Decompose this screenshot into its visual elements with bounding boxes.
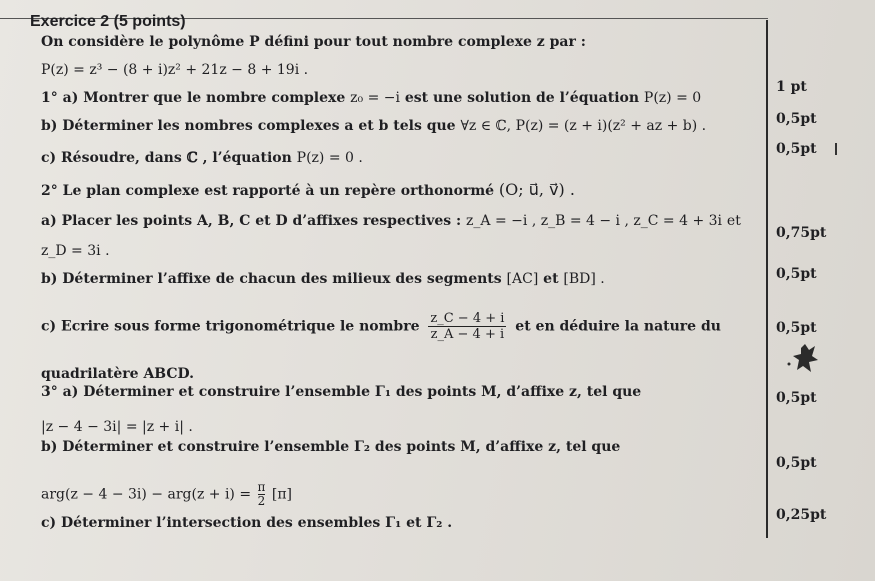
q2c-denominator: z_A − 4 + i xyxy=(430,327,505,342)
q2b-text: b) Déterminer l’affixe de chacun des milieux des segments xyxy=(41,271,502,287)
score-q2a: 0,75pt xyxy=(776,225,827,241)
question-2a xyxy=(41,212,741,230)
score-q2b: 0,5pt xyxy=(776,266,817,282)
q1a-z0: z₀ = −i xyxy=(350,90,400,106)
question-2c xyxy=(41,311,721,342)
score-q3b: 0,5pt xyxy=(776,455,817,471)
q2c-text: c) Ecrire sous forme trigonométrique le nombre xyxy=(41,318,420,335)
question-3c: c) Déterminer l’intersection des ensembles Γ₁ et Γ₂ . xyxy=(41,515,453,531)
q1a-equation: P(z) = 0 xyxy=(643,90,702,106)
pi-numerator: π xyxy=(257,480,266,494)
q2-frame: (O; u⃗, v⃗) . xyxy=(498,180,575,199)
q2-text: Le plan complexe est rapporté à un repère orthonormé xyxy=(62,183,495,199)
q1a-text: a) Montrer que le nombre complexe xyxy=(62,90,346,106)
polynomial-definition: P(z) = z³ − (8 + i)z² + 21z − 8 + 19i . xyxy=(41,62,309,78)
q2c-fraction xyxy=(428,311,506,342)
q1c-equation: P(z) = 0 . xyxy=(296,150,363,166)
score-q1a: 1 pt xyxy=(776,79,807,95)
score-q3c: 0,25pt xyxy=(776,507,827,523)
q1a-tail: est une solution de l’équation xyxy=(404,90,640,106)
q2b-segment-bd: [BD] . xyxy=(563,271,605,287)
q2-number: 2° xyxy=(41,183,58,199)
score-q2c: 0,5pt xyxy=(776,320,817,336)
q2b-segment-ac: [AC] xyxy=(506,271,539,287)
score-column-rule xyxy=(766,20,768,538)
q1b-text: b) Déterminer les nombres complexes a et b tels que xyxy=(41,118,456,134)
pi-over-2 xyxy=(258,481,266,508)
ink-scribble-icon xyxy=(785,340,825,380)
q3b-math-left: arg(z − 4 − 3i) − arg(z + i) = xyxy=(41,486,252,503)
question-3b-math xyxy=(41,481,292,508)
question-1b xyxy=(41,117,706,135)
score-q1c: 0,5pt xyxy=(776,141,817,157)
question-2b xyxy=(41,270,605,288)
q2c-numerator: z_C − 4 + i xyxy=(430,311,505,326)
question-3a xyxy=(41,383,641,401)
pi-denominator: 2 xyxy=(257,494,266,508)
q2c-tail: et en déduire la nature du xyxy=(515,318,721,335)
q3b-math-right: [π] xyxy=(271,486,292,503)
question-2a-zd: z_D = 3i . xyxy=(41,243,110,259)
q2a-text: a) Placer les points A, B, C et D d’affixes respectives : xyxy=(41,213,462,229)
question-1a xyxy=(41,89,701,107)
q1b-math: ∀z ∈ ℂ, P(z) = (z + i)(z² + az + b) . xyxy=(460,118,707,134)
question-1c xyxy=(41,149,363,167)
q2a-et: et xyxy=(726,213,741,229)
margin-tick xyxy=(835,143,837,155)
score-q1b: 0,5pt xyxy=(776,111,817,127)
q3a-text: a) Déterminer et construire l’ensemble Γ₁ des points M, d’affixe z, tel que xyxy=(62,384,642,400)
q2b-et: et xyxy=(543,271,559,287)
question-3a-math: |z − 4 − 3i| = |z + i| . xyxy=(41,419,193,435)
q1c-text: c) Résoudre, dans ℂ , l’équation xyxy=(41,150,292,166)
intro-text: On considère le polynôme P défini pour tout nombre complexe z par : xyxy=(41,34,586,50)
q3-number: 3° xyxy=(41,384,58,400)
question-3b: b) Déterminer et construire l’ensemble Γ₂ des points M, d’affixe z, tel que xyxy=(41,439,621,455)
score-q3a: 0,5pt xyxy=(776,390,817,406)
question-2-intro xyxy=(41,181,575,200)
q2a-math: z_A = −i , z_B = 4 − i , z_C = 4 + 3i xyxy=(466,213,723,229)
exercise-title: Exercice 2 (5 points) xyxy=(30,13,186,30)
question-2c-tail2: quadrilatère ABCD. xyxy=(41,366,195,382)
q1-number: 1° xyxy=(41,90,58,106)
